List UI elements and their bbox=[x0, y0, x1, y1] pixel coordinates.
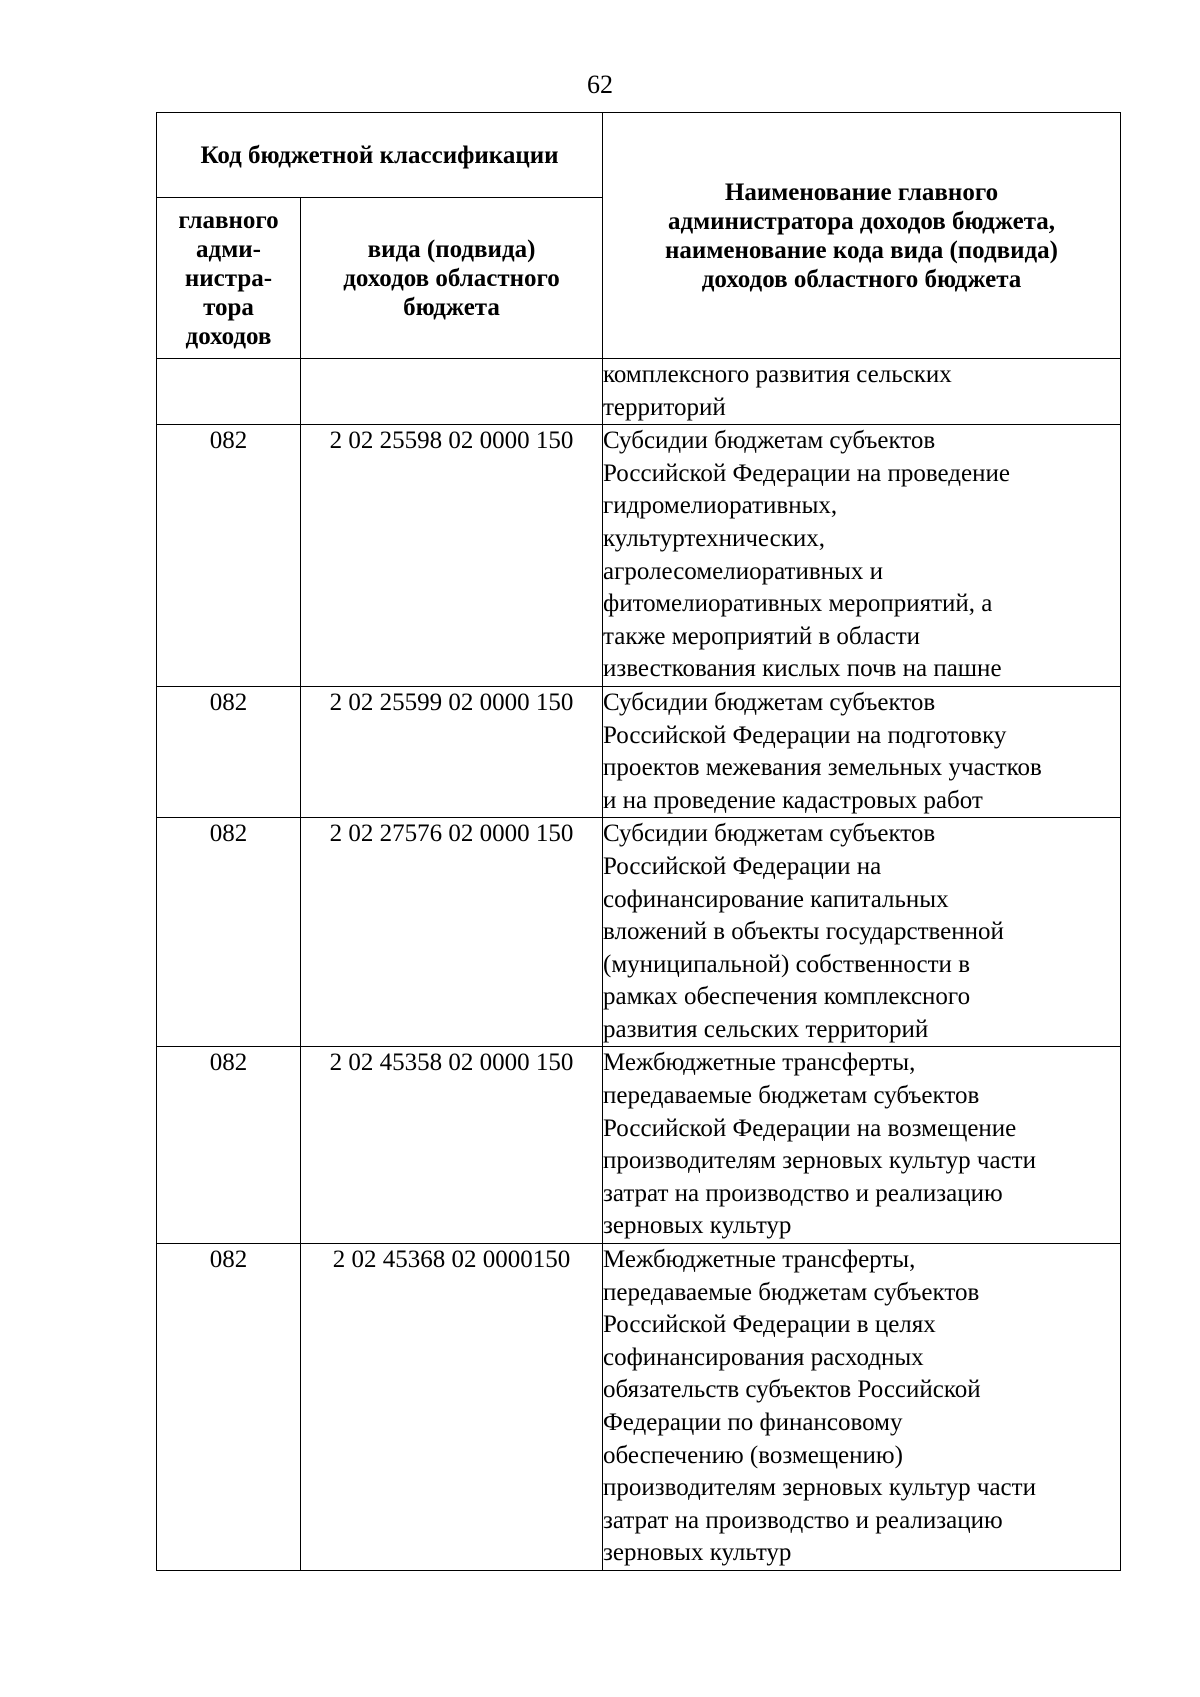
admin-code-cell: 082 bbox=[157, 425, 301, 687]
header-name-line: администратора доходов бюджета, bbox=[667, 207, 1056, 235]
header-admin-line: тора bbox=[203, 293, 254, 321]
header-name-line: наименование кода вида (подвида) bbox=[665, 236, 1058, 264]
revenue-name-line: затрат на производство и реализацию bbox=[603, 1179, 1003, 1207]
header-budget-code-group: Код бюджетной классификации bbox=[157, 113, 603, 198]
table-row bbox=[157, 1047, 1121, 1244]
revenue-name-line: гидромелиоративных, bbox=[603, 492, 838, 520]
header-admin-line: главного bbox=[178, 206, 279, 234]
revenue-name-cell bbox=[603, 359, 1121, 425]
revenue-name-line: затрат на производство и реализацию bbox=[603, 1506, 1003, 1534]
revenue-name-line: Межбюджетные трансферты, bbox=[603, 1049, 916, 1077]
revenue-name-line: культуртехнических, bbox=[603, 524, 825, 552]
header-row-top bbox=[157, 113, 1121, 198]
table-body bbox=[157, 359, 1121, 1571]
table-row bbox=[157, 818, 1121, 1047]
admin-code-cell: 082 bbox=[157, 686, 301, 817]
revenue-name-line: Федерации по финансовому bbox=[603, 1409, 903, 1436]
revenue-name-line: производителям зерновых культур части bbox=[603, 1147, 1036, 1175]
table-row bbox=[157, 359, 1121, 425]
revenue-name-line: территорий bbox=[603, 393, 726, 421]
admin-code-cell bbox=[157, 359, 301, 425]
revenue-name-line: и на проведение кадастровых работ bbox=[603, 786, 983, 814]
table-row bbox=[157, 425, 1121, 687]
revenue-name-line: Российской Федерации на bbox=[603, 852, 882, 880]
revenue-name-line: также мероприятий в области bbox=[603, 622, 920, 650]
budget-classification-table bbox=[156, 112, 1121, 1571]
revenue-name-line: софинансирования расходных bbox=[603, 1343, 924, 1371]
admin-code-cell: 082 bbox=[157, 1047, 301, 1244]
revenue-name-line: передаваемые бюджетам субъектов bbox=[603, 1278, 980, 1306]
header-name-line: Наименование главного bbox=[724, 178, 999, 206]
revenue-name-line: Российской Федерации в целях bbox=[603, 1311, 936, 1339]
revenue-name-line: развития сельских территорий bbox=[603, 1015, 929, 1043]
revenue-name-line: Субсидии бюджетам субъектов bbox=[603, 820, 936, 848]
revenue-name-line: производителям зерновых культур части bbox=[603, 1474, 1036, 1502]
revenue-name-line: агролесомелиоративных и bbox=[603, 557, 883, 585]
revenue-name-line: обеспечению (возмещению) bbox=[603, 1441, 903, 1469]
revenue-name-line: вложений в объекты государственной bbox=[603, 918, 1004, 946]
revenue-code-cell: 2 02 27576 02 0000 150 bbox=[301, 818, 603, 1047]
revenue-name-line: комплексного развития сельских bbox=[603, 361, 952, 388]
table-header bbox=[157, 113, 1121, 359]
revenue-code-cell: 2 02 45358 02 0000 150 bbox=[301, 1047, 603, 1244]
revenue-name-line: рамках обеспечения комплексного bbox=[603, 983, 971, 1011]
revenue-name-line: софинансирование капитальных bbox=[603, 885, 949, 913]
header-kind-line: вида (подвида) bbox=[367, 235, 536, 263]
page-number: 62 bbox=[587, 70, 613, 99]
revenue-name-line: Российской Федерации на проведение bbox=[603, 459, 1010, 487]
revenue-name-line: Российской Федерации на возмещение bbox=[603, 1114, 1017, 1142]
revenue-name-line: Российской Федерации на подготовку bbox=[603, 721, 1007, 749]
revenue-name-line: известкования кислых почв на пашне bbox=[603, 655, 1002, 683]
header-admin-line: нистра- bbox=[184, 264, 273, 292]
header-kind-line: бюджета bbox=[403, 293, 500, 321]
revenue-code-cell: 2 02 25598 02 0000 150 bbox=[301, 425, 603, 687]
revenue-name-line: обязательств субъектов Российской bbox=[603, 1376, 981, 1404]
revenue-name-line: Межбюджетные трансферты, bbox=[603, 1246, 916, 1274]
header-name-line: доходов областного бюджета bbox=[701, 265, 1022, 293]
revenue-name-cell bbox=[603, 1047, 1121, 1244]
header-admin-line: доходов bbox=[185, 322, 272, 350]
header-kind-column bbox=[301, 198, 603, 359]
revenue-code-cell: 2 02 45368 02 0000150 bbox=[301, 1244, 603, 1571]
revenue-name-line: Субсидии бюджетам субъектов bbox=[603, 427, 936, 455]
table-row bbox=[157, 1244, 1121, 1571]
table-row bbox=[157, 686, 1121, 817]
revenue-name-line: Субсидии бюджетам субъектов bbox=[603, 688, 936, 716]
revenue-name-line: зерновых культур bbox=[603, 1539, 792, 1567]
revenue-name-line: (муниципальной) собственности в bbox=[603, 950, 970, 978]
revenue-name-line: фитомелиоративных мероприятий, а bbox=[603, 590, 993, 618]
revenue-name-cell bbox=[603, 1244, 1121, 1571]
header-admin-line: адми- bbox=[196, 235, 261, 263]
header-admin-column bbox=[157, 198, 301, 359]
revenue-code-cell bbox=[301, 359, 603, 425]
revenue-name-cell bbox=[603, 425, 1121, 687]
revenue-name-line: зерновых культур bbox=[603, 1212, 792, 1240]
header-kind-line: доходов областного bbox=[343, 264, 560, 292]
admin-code-cell: 082 bbox=[157, 818, 301, 1047]
revenue-name-cell bbox=[603, 686, 1121, 817]
header-name-column bbox=[603, 113, 1121, 359]
revenue-name-line: передаваемые бюджетам субъектов bbox=[603, 1082, 980, 1110]
admin-code-cell: 082 bbox=[157, 1244, 301, 1571]
revenue-name-cell bbox=[603, 818, 1121, 1047]
revenue-code-cell: 2 02 25599 02 0000 150 bbox=[301, 686, 603, 817]
revenue-name-line: проектов межевания земельных участков bbox=[603, 754, 1042, 782]
